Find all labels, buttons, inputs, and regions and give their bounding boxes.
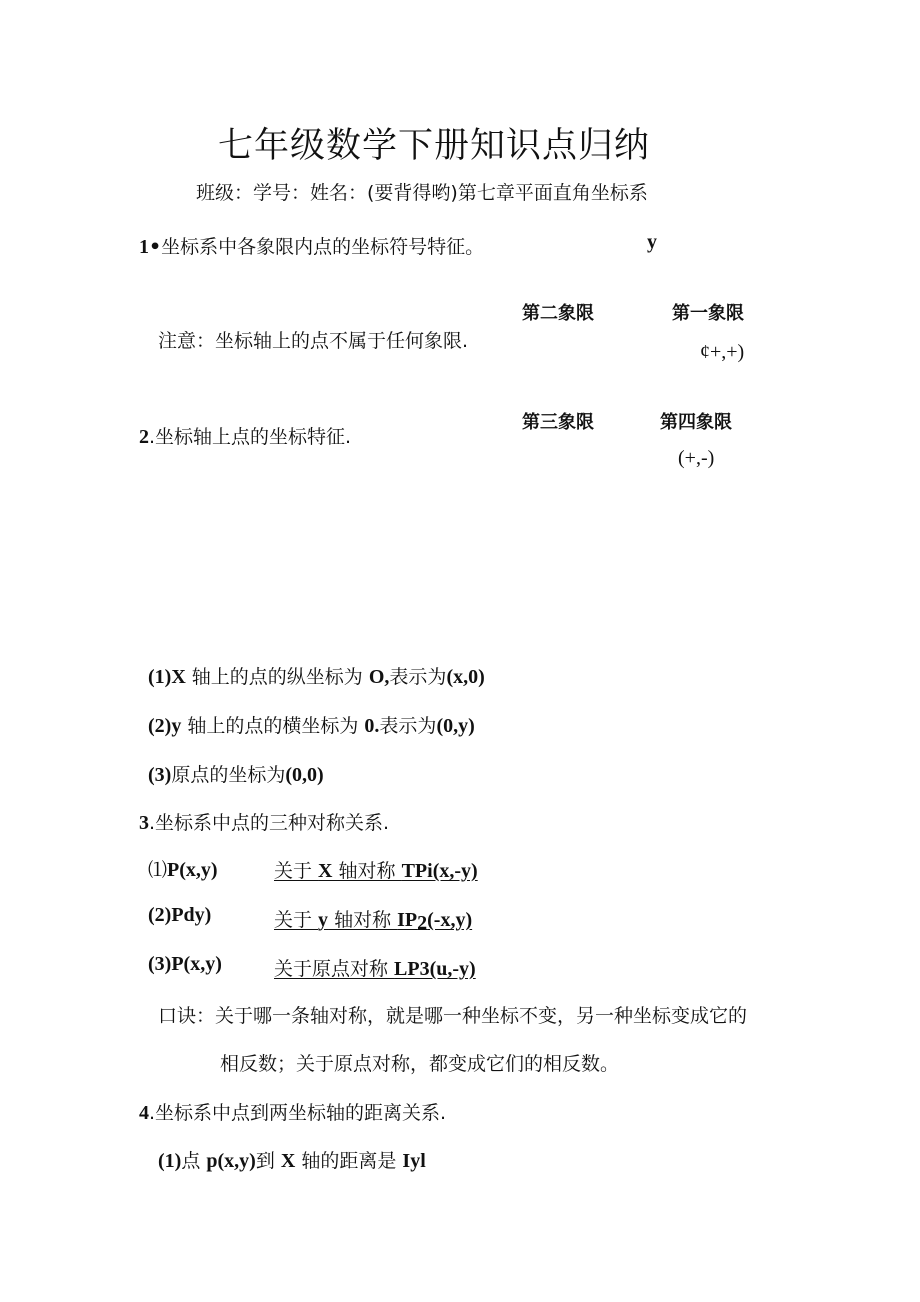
section-2-item-1: (1)X 轴上的点的纵坐标为 O,表示为(x,0) — [148, 666, 485, 688]
section-1-note: 注意：坐标轴上的点不属于任何象限. — [158, 330, 469, 352]
page-subtitle: 班级：学号：姓名：(要背得哟)第七章平面直角坐标系 — [196, 182, 648, 204]
section-text: .坐标系中点到两坐标轴的距离关系. — [149, 1102, 447, 1124]
quadrant-1-label: 第一象限 — [672, 303, 744, 324]
quadrant-2-label: 第二象限 — [522, 303, 594, 324]
symmetry-1-label: ⑴P(x,y) — [148, 859, 218, 881]
symmetry-1-rule: 关于 X 轴对称 TPi(x,-y) — [274, 860, 478, 882]
symmetry-3-label: (3)P(x,y) — [148, 953, 222, 975]
symmetry-2-rule: 关于 y 轴对称 $IP_2(-x,y)$ — [274, 909, 473, 934]
section-1-heading — [139, 232, 484, 259]
quadrant-4-sign: (+,-) — [678, 447, 715, 469]
section-number: 2 — [139, 426, 149, 448]
section-text: 坐标系中各象限内点的坐标符号特征。 — [161, 236, 485, 258]
quadrant-3-label: 第三象限 — [522, 412, 594, 433]
section-number: 4 — [139, 1102, 149, 1124]
section-2-item-3: (3)原点的坐标为(0,0) — [148, 764, 324, 786]
symmetry-2-label: (2)Pdy) — [148, 904, 212, 926]
symmetry-3-rule: 关于原点对称 LP3(u,-y) — [274, 958, 476, 980]
mnemonic-line-1: 口诀：关于哪一条轴对称，就是哪一种坐标不变，另一种坐标变成它的 — [158, 1005, 748, 1027]
quadrant-4-label: 第四象限 — [660, 412, 732, 433]
bullet: • — [149, 236, 162, 258]
section-text: .坐标系中点的三种对称关系. — [149, 812, 390, 834]
section-2-heading — [139, 422, 351, 449]
section-4-item-1: (1)点 p(x,y)到 X 轴的距离是 Iyl — [158, 1150, 426, 1172]
quadrant-1-sign: ¢+,+) — [700, 341, 745, 363]
y-axis-label: y — [647, 231, 657, 253]
section-number: 3 — [139, 812, 149, 834]
section-text: .坐标轴上点的坐标特征. — [149, 426, 352, 448]
section-3-heading — [139, 808, 389, 835]
section-number: 1 — [139, 236, 149, 258]
section-2-item-2: (2)y 轴上的点的横坐标为 0.表示为(0,y) — [148, 715, 475, 737]
section-4-heading — [139, 1098, 446, 1125]
page-title: 七年级数学下册知识点归纳 — [217, 126, 650, 166]
mnemonic-line-2: 相反数；关于原点对称，都变成它们的相反数。 — [220, 1053, 620, 1075]
